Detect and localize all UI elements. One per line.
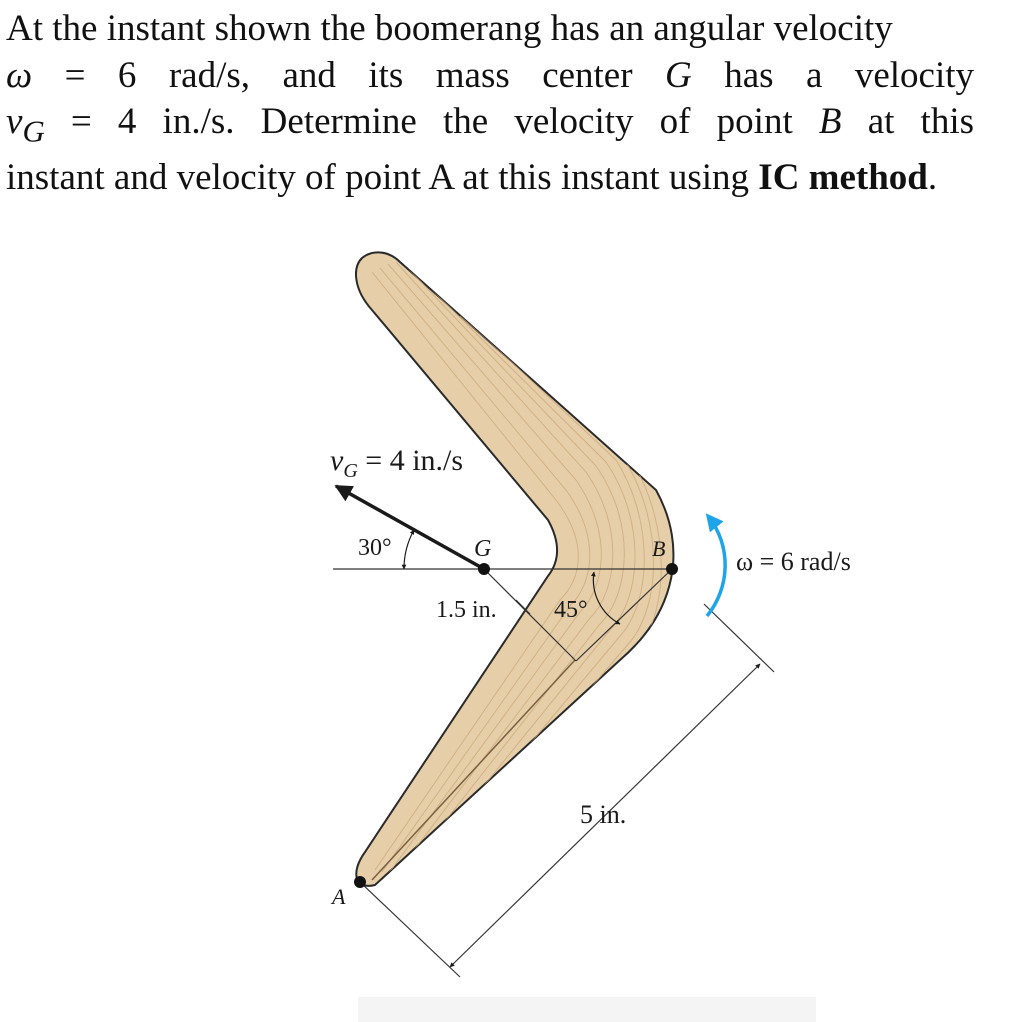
dim-5-extension-b — [704, 604, 774, 672]
problem-text-line-3-end: at this — [867, 101, 975, 142]
angle-30-label: 30° — [358, 535, 392, 561]
g-letter: G — [665, 54, 692, 96]
point-g-label: G — [474, 536, 492, 562]
v-symbol: v — [6, 101, 23, 142]
dim-5-label: 5 in. — [580, 800, 627, 829]
vg-label: $v_G = 4$ in./s — [330, 444, 464, 482]
problem-text-line-2: and its mass center — [282, 54, 633, 96]
omega-label: ω = 6 rad/s — [736, 547, 851, 576]
angle-30-arc — [404, 530, 414, 569]
problem-text-line-3: = 4 in./s. Determine the velocity of point — [44, 101, 793, 142]
omega-symbol: ω — [6, 54, 33, 96]
period: . — [927, 156, 938, 198]
point-a — [354, 876, 366, 888]
omega-value: = 6 rad/s, — [32, 54, 251, 96]
omega-rotation-arrow — [707, 516, 725, 616]
point-b — [666, 563, 678, 575]
dim-15-label: 1.5 in. — [436, 597, 497, 623]
point-g — [478, 563, 490, 575]
point-b-label: B — [652, 536, 666, 561]
problem-text-line-1: At the instant shown the boomerang has an angular velocity — [6, 8, 893, 49]
angle-45-label: 45° — [554, 597, 588, 623]
bottom-strip — [358, 997, 816, 1022]
point-a-label: A — [332, 884, 346, 909]
ic-method-text: IC method — [758, 156, 928, 198]
dim-5-extension-a — [360, 882, 460, 977]
problem-text-line-4: instant and velocity of point A at this instant using — [6, 156, 750, 198]
b-letter: B — [818, 101, 842, 142]
problem-text-line-2-end: has a velocity — [724, 54, 975, 96]
v-subscript: G — [22, 114, 45, 149]
